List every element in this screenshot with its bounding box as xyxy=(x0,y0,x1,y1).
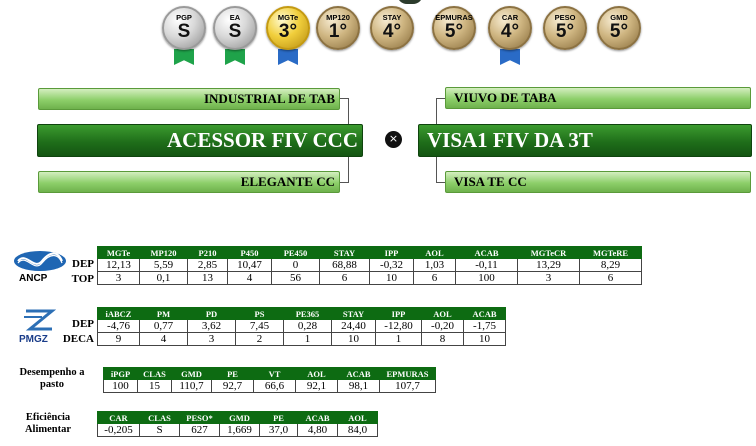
eficiencia-label-line2: Alimentar xyxy=(24,424,72,435)
row-label: DECA xyxy=(62,333,94,345)
table-cell: 10 xyxy=(370,272,414,285)
table-row xyxy=(104,380,436,393)
table-cell: 1 xyxy=(284,333,332,346)
sire-sire-bar xyxy=(38,88,340,110)
table-cell: -0,20 xyxy=(422,320,464,333)
table-cell: 0,77 xyxy=(140,320,188,333)
table-cell: S xyxy=(140,424,180,437)
cross-icon: × xyxy=(385,131,402,148)
table-cell: 3,62 xyxy=(188,320,236,333)
top-decoration xyxy=(397,0,423,4)
column-header: ACAB xyxy=(338,368,380,380)
medal-badge xyxy=(213,6,257,50)
column-header: GMD xyxy=(172,368,212,380)
table-cell: 7,45 xyxy=(236,320,284,333)
medal-value: 3° xyxy=(278,20,298,42)
dam-dam-bar xyxy=(445,171,751,193)
column-header: PE xyxy=(260,412,298,424)
ancp-table xyxy=(97,246,642,285)
table-cell: 10,47 xyxy=(228,259,272,272)
column-header: GMD xyxy=(220,412,260,424)
table-cell: 0,1 xyxy=(140,272,188,285)
table-cell: 24,40 xyxy=(332,320,376,333)
table-cell: 6 xyxy=(320,272,370,285)
dam-name: VISA1 FIV DA 3T xyxy=(427,128,593,152)
column-header: PM xyxy=(140,308,188,320)
eficiencia-label xyxy=(12,412,84,436)
dam-sire-name: VIUVO DE TABA xyxy=(454,90,557,105)
table-header-row xyxy=(98,412,378,424)
column-header: ACAB xyxy=(298,412,338,424)
table-cell: 15 xyxy=(138,380,172,393)
table-cell: 2,85 xyxy=(188,259,228,272)
sire-sire-name: INDUSTRIAL DE TAB xyxy=(203,91,335,106)
column-header: PE365 xyxy=(284,308,332,320)
medal-value: 1° xyxy=(328,20,348,42)
column-header: AOL xyxy=(296,368,338,380)
table-cell: 5,59 xyxy=(140,259,188,272)
table-header-row xyxy=(98,308,506,320)
table-cell: 98,1 xyxy=(338,380,380,393)
medal-badge xyxy=(266,6,310,50)
medal-badge xyxy=(162,6,206,50)
column-header: AOL xyxy=(422,308,464,320)
table-cell: -0,32 xyxy=(370,259,414,272)
table-cell: 8,29 xyxy=(580,259,642,272)
column-header: CLAS xyxy=(140,412,180,424)
connector-line xyxy=(436,98,445,124)
table-cell: 100 xyxy=(104,380,138,393)
table-cell: 10 xyxy=(464,333,506,346)
desempenho-label-line2: pasto xyxy=(40,379,64,390)
column-header: MGTeRE xyxy=(580,247,642,259)
table-cell: -1,75 xyxy=(464,320,506,333)
eficiencia-label-line1: Eficiência xyxy=(25,412,71,423)
column-header: PS xyxy=(236,308,284,320)
column-header: MP120 xyxy=(140,247,188,259)
desempenho-label xyxy=(12,367,92,391)
table-row xyxy=(98,259,642,272)
sire-dam-bar xyxy=(38,171,340,193)
table-cell: 3 xyxy=(518,272,580,285)
table-cell: 0,28 xyxy=(284,320,332,333)
table-row xyxy=(98,424,378,437)
column-header: P450 xyxy=(228,247,272,259)
medal-ribbon xyxy=(174,49,194,65)
table-cell: 100 xyxy=(456,272,518,285)
column-header: STAY xyxy=(332,308,376,320)
table-cell: 13 xyxy=(188,272,228,285)
pmgz-logo-text: PMGZ xyxy=(19,334,48,345)
column-header: IPP xyxy=(376,308,422,320)
pmgz-table xyxy=(97,307,506,346)
medal-label: PESO xyxy=(554,12,576,22)
table-cell: 92,1 xyxy=(296,380,338,393)
column-header: PD xyxy=(188,308,236,320)
column-header: iABCZ xyxy=(98,308,140,320)
table-cell: 1 xyxy=(376,333,422,346)
medal-badge xyxy=(370,6,414,50)
column-header: PE450 xyxy=(272,247,320,259)
column-header: AOL xyxy=(414,247,456,259)
table-cell: 56 xyxy=(272,272,320,285)
connector-line xyxy=(340,157,349,183)
table-header-row xyxy=(98,247,642,259)
column-header: IPP xyxy=(370,247,414,259)
dam-dam-name: VISA TE CC xyxy=(454,174,527,189)
medal-label: STAY xyxy=(382,12,402,22)
medal-label: GMD xyxy=(610,12,628,22)
table-cell: 107,7 xyxy=(380,380,436,393)
table-cell: 6 xyxy=(580,272,642,285)
medal-label: EA xyxy=(229,12,241,22)
table-cell: 2 xyxy=(236,333,284,346)
medal-value: 5° xyxy=(609,20,629,42)
table-cell: 12,13 xyxy=(98,259,140,272)
pmgz-logo-icon xyxy=(22,307,56,333)
table-cell: 6 xyxy=(414,272,456,285)
table-cell: -0,205 xyxy=(98,424,140,437)
connector-line xyxy=(340,98,349,124)
table-cell: 13,29 xyxy=(518,259,580,272)
sire-name: ACESSOR FIV CCC xyxy=(167,128,358,152)
table-cell: 1,03 xyxy=(414,259,456,272)
dam-bar xyxy=(418,124,752,157)
column-header: ACAB xyxy=(464,308,506,320)
table-cell: 92,7 xyxy=(212,380,254,393)
table-cell: 10 xyxy=(332,333,376,346)
row-label: DEP xyxy=(72,318,94,330)
table-cell: 0 xyxy=(272,259,320,272)
medal-badge xyxy=(316,6,360,50)
medal-badge xyxy=(432,6,476,50)
table-cell: 68,88 xyxy=(320,259,370,272)
medal-value: 4° xyxy=(382,20,402,42)
column-header: PE xyxy=(212,368,254,380)
row-label: DEP xyxy=(72,258,94,270)
table-cell: 8 xyxy=(422,333,464,346)
eficiencia-table xyxy=(97,411,378,437)
ancp-logo-icon xyxy=(12,249,68,273)
table-row xyxy=(98,333,506,346)
table-cell: 110,7 xyxy=(172,380,212,393)
column-header: CAR xyxy=(98,412,140,424)
medal-value: S xyxy=(228,20,242,42)
column-header: P210 xyxy=(188,247,228,259)
medal-ribbon xyxy=(500,49,520,65)
table-cell: 37,0 xyxy=(260,424,298,437)
table-row xyxy=(98,272,642,285)
table-cell: 9 xyxy=(98,333,140,346)
column-header: PESO* xyxy=(180,412,220,424)
medal-badge xyxy=(543,6,587,50)
medal-badge xyxy=(488,6,532,50)
column-header: STAY xyxy=(320,247,370,259)
table-cell: 4 xyxy=(140,333,188,346)
medal-value: 5° xyxy=(444,20,464,42)
table-cell: 4 xyxy=(228,272,272,285)
medal-badge xyxy=(597,6,641,50)
table-cell: 627 xyxy=(180,424,220,437)
column-header: iPGP xyxy=(104,368,138,380)
desempenho-table xyxy=(103,367,436,393)
sire-bar xyxy=(37,124,363,157)
table-cell: 1,669 xyxy=(220,424,260,437)
column-header: VT xyxy=(254,368,296,380)
dam-sire-bar xyxy=(445,87,751,109)
table-row xyxy=(98,320,506,333)
table-cell: -12,80 xyxy=(376,320,422,333)
column-header: MGTe xyxy=(98,247,140,259)
medal-ribbon xyxy=(225,49,245,65)
medal-value: 4° xyxy=(500,20,520,42)
medal-label: MP120 xyxy=(326,12,350,22)
column-header: MGTeCR xyxy=(518,247,580,259)
medal-label: MGTe xyxy=(277,12,299,22)
medal-label: CAR xyxy=(501,12,519,22)
table-cell: 4,80 xyxy=(298,424,338,437)
medal-label: PGP xyxy=(176,12,192,22)
connector-line xyxy=(436,157,445,183)
column-header: CLAS xyxy=(138,368,172,380)
column-header: ACAB xyxy=(456,247,518,259)
medal-row xyxy=(0,0,756,74)
table-cell: 3 xyxy=(188,333,236,346)
medal-ribbon xyxy=(278,49,298,65)
table-cell: 84,0 xyxy=(338,424,378,437)
medal-value: S xyxy=(177,20,191,42)
medal-label: EPMURAS xyxy=(435,12,473,22)
column-header: AOL xyxy=(338,412,378,424)
desempenho-label-line1: Desempenho a xyxy=(19,367,85,378)
row-label: TOP xyxy=(71,273,94,285)
table-cell: -4,76 xyxy=(98,320,140,333)
ancp-logo-text: ANCP xyxy=(19,273,48,284)
column-header: EPMURAS xyxy=(380,368,436,380)
medal-value: 5° xyxy=(555,20,575,42)
table-cell: 3 xyxy=(98,272,140,285)
table-header-row xyxy=(104,368,436,380)
table-cell: 66,6 xyxy=(254,380,296,393)
table-cell: -0,11 xyxy=(456,259,518,272)
sire-dam-name: ELEGANTE CC xyxy=(240,174,335,189)
